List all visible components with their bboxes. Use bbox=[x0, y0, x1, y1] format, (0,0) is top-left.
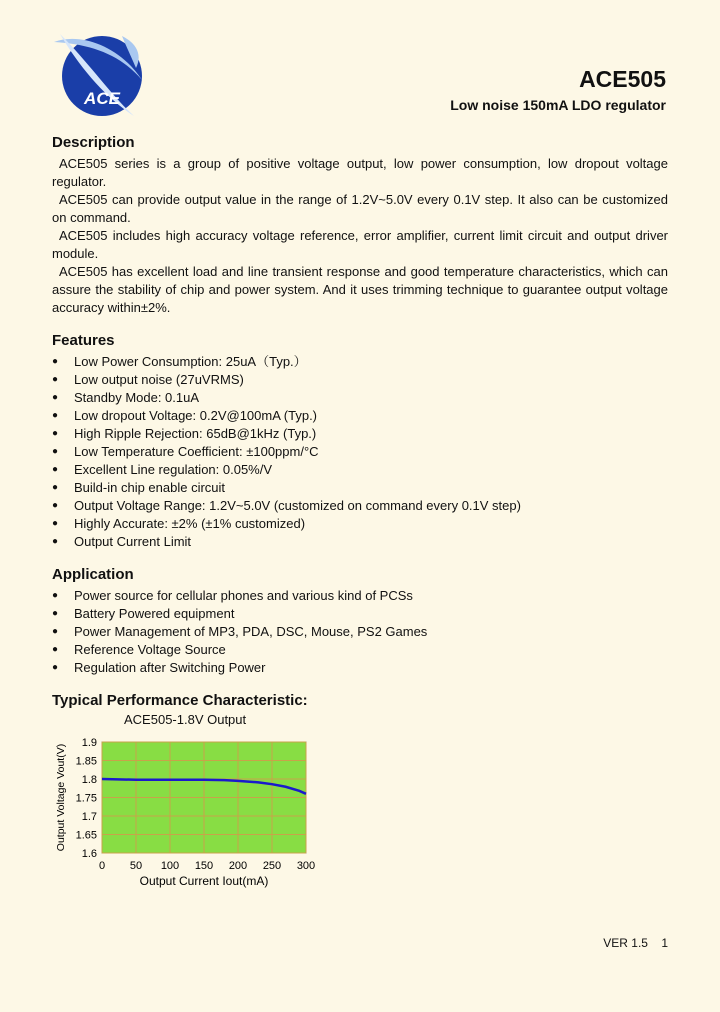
y-tick-label: 1.6 bbox=[81, 848, 97, 860]
feature-item: ● Excellent Line regulation: 0.05%/V bbox=[52, 461, 668, 479]
ace-logo-icon bbox=[50, 24, 146, 120]
application-item: ● Battery Powered equipment bbox=[52, 605, 668, 623]
application-section bbox=[52, 565, 668, 677]
feature-item: ● Low Power Consumption: 25uA（Typ.） bbox=[52, 353, 668, 371]
performance-chart bbox=[50, 734, 330, 899]
y-tick-label: 1.8 bbox=[81, 774, 97, 786]
description-paragraph-1: ACE505 series is a group of positive voltage output, low power consumption, low dropout voltage regulator. bbox=[52, 156, 668, 189]
y-tick-label: 1.85 bbox=[75, 755, 97, 768]
application-heading: Application bbox=[52, 566, 134, 583]
y-tick-label: 1.7 bbox=[81, 811, 97, 823]
application-item: ● Regulation after Switching Power bbox=[52, 659, 668, 677]
y-axis-label: Output Voltage Vout(V) bbox=[55, 743, 67, 852]
page-footer bbox=[599, 936, 668, 950]
feature-item: ● Standby Mode: 0.1uA bbox=[52, 389, 668, 407]
features-section bbox=[52, 331, 668, 551]
x-tick-label: 100 bbox=[160, 860, 180, 872]
feature-item: ● Highly Accurate: ±2% (±1% customized) bbox=[52, 515, 668, 533]
product-subtitle: Low noise 150mA LDO regulator bbox=[450, 97, 666, 113]
chart-svg bbox=[50, 734, 330, 894]
x-tick-label: 0 bbox=[98, 860, 106, 872]
description-paragraph-2: ACE505 can provide output value in the range of 1.2V~5.0V every 0.1V step. It also can be customized on command. bbox=[52, 192, 668, 225]
application-item: ● Reference Voltage Source bbox=[52, 641, 668, 659]
y-tick-label: 1.75 bbox=[75, 792, 97, 805]
description-paragraph-4: ACE505 has excellent load and line transient response and good temperature characteristics, which can assure the stability of chip and power system. And it uses trimming technique to guarantee output voltage accuracy within±2%. bbox=[52, 264, 668, 315]
feature-item: ● High Ripple Rejection: 65dB@1kHz (Typ.) bbox=[52, 425, 668, 443]
main-content bbox=[52, 133, 668, 713]
page-number: 1 bbox=[661, 936, 668, 950]
description-heading: Description bbox=[52, 134, 135, 151]
product-name: ACE505 bbox=[579, 66, 666, 92]
feature-item: ● Build-in chip enable circuit bbox=[52, 479, 668, 497]
x-tick-label: 200 bbox=[228, 860, 248, 872]
application-list bbox=[52, 587, 668, 677]
features-list bbox=[52, 353, 668, 551]
performance-heading: Typical Performance Characteristic: bbox=[52, 692, 308, 709]
features-heading: Features bbox=[52, 332, 115, 349]
x-tick-labels bbox=[99, 860, 315, 872]
feature-item: ● Low Temperature Coefficient: ±100ppm/°C bbox=[52, 443, 668, 461]
version-label: VER 1.5 bbox=[603, 936, 648, 950]
x-tick-label: 150 bbox=[194, 860, 214, 872]
y-tick-label: 1.65 bbox=[75, 829, 97, 842]
application-item: ● Power source for cellular phones and various kind of PCSs bbox=[52, 587, 668, 605]
feature-item: ● Output Current Limit bbox=[52, 533, 668, 551]
chart-title: ACE505-1.8V Output bbox=[124, 712, 247, 727]
company-logo bbox=[50, 24, 146, 120]
x-axis-label: Output Current Iout(mA) bbox=[139, 874, 269, 888]
description-paragraph-3: ACE505 includes high accuracy voltage reference, error amplifier, current limit circuit and output driver module. bbox=[52, 228, 668, 261]
y-tick-labels bbox=[76, 737, 97, 860]
y-tick-label: 1.9 bbox=[81, 737, 97, 749]
feature-item: ● Output Voltage Range: 1.2V~5.0V (customized on command every 0.1V step) bbox=[52, 497, 668, 515]
application-item: ● Power Management of MP3, PDA, DSC, Mouse, PS2 Games bbox=[52, 623, 668, 641]
description-section bbox=[52, 133, 668, 317]
x-tick-label: 250 bbox=[262, 860, 282, 872]
logo-text: ACE bbox=[84, 89, 120, 108]
x-tick-label: 50 bbox=[129, 860, 143, 872]
feature-item: ● Low output noise (27uVRMS) bbox=[52, 371, 668, 389]
feature-item: ● Low dropout Voltage: 0.2V@100mA (Typ.) bbox=[52, 407, 668, 425]
x-tick-label: 300 bbox=[296, 860, 316, 872]
